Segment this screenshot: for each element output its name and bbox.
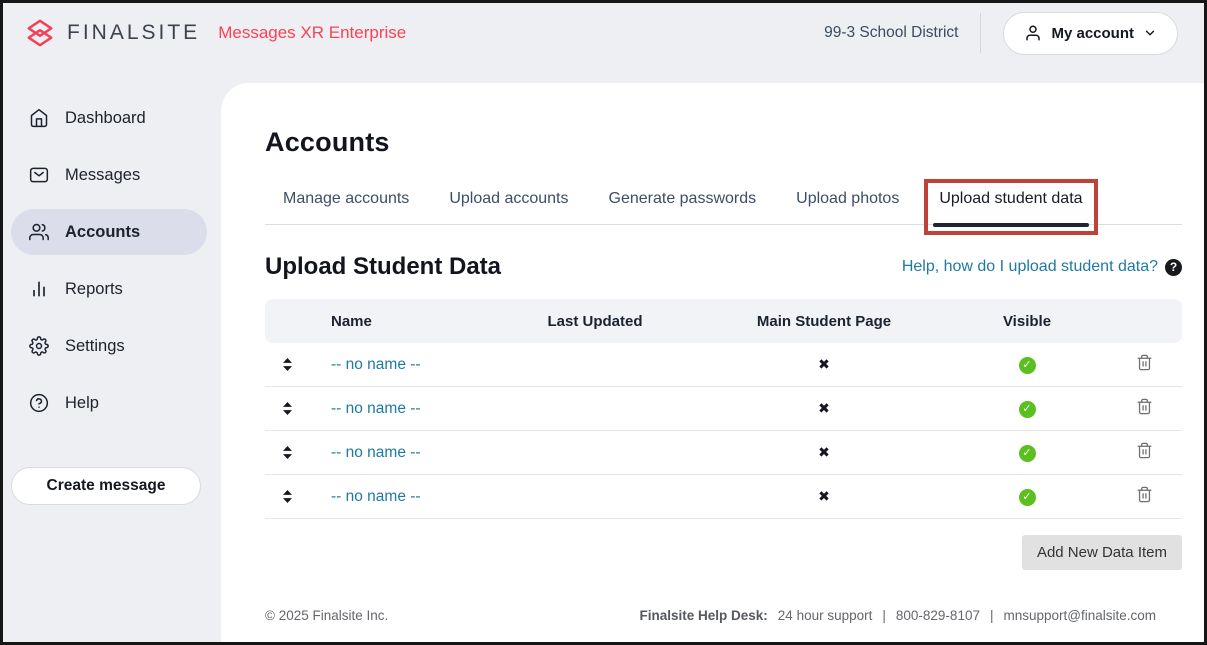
sidebar-item-label: Dashboard xyxy=(65,108,146,127)
question-circle-icon: ? xyxy=(1165,259,1182,276)
footer xyxy=(265,608,1182,623)
sidebar-item-label: Help xyxy=(65,393,99,412)
table-row xyxy=(265,475,1182,519)
reorder-handle-icon[interactable] xyxy=(265,445,309,460)
sidebar-item-label: Settings xyxy=(65,336,125,355)
table-row xyxy=(265,387,1182,431)
brand-name: FINALSITE xyxy=(67,21,201,44)
column-header-visible: Visible xyxy=(1002,312,1052,330)
data-item-name-link[interactable]: -- no name -- xyxy=(331,355,421,373)
sidebar-item-label: Messages xyxy=(65,165,141,184)
delete-row-button[interactable] xyxy=(1136,486,1153,503)
data-item-name-link[interactable]: -- no name -- xyxy=(331,399,421,417)
help-circle-icon xyxy=(29,393,49,413)
copyright-text: © 2025 Finalsite Inc. xyxy=(265,608,389,623)
reorder-handle-icon[interactable] xyxy=(265,357,309,372)
bar-chart-icon xyxy=(29,279,49,299)
tab-upload-photos[interactable]: Upload photos xyxy=(796,190,900,207)
column-header-last-updated: Last Updated xyxy=(547,312,643,330)
accounts-tabs xyxy=(265,190,1182,225)
reorder-handle-icon[interactable] xyxy=(265,489,309,504)
footer-divider: | xyxy=(989,608,994,623)
not-main-page-icon: ✖ xyxy=(818,443,830,460)
main-panel xyxy=(221,83,1204,642)
sidebar-item-dashboard[interactable] xyxy=(11,95,207,141)
help-link-text: Help, how do I upload student data? xyxy=(901,258,1158,275)
table-row xyxy=(265,343,1182,387)
not-main-page-icon: ✖ xyxy=(818,487,830,504)
tab-upload-student-data[interactable] xyxy=(939,190,1082,208)
help-desk-label: Finalsite Help Desk: xyxy=(639,608,768,623)
data-item-name-link[interactable]: -- no name -- xyxy=(331,487,421,505)
tab-upload-accounts[interactable]: Upload accounts xyxy=(449,190,569,207)
sidebar-item-reports[interactable] xyxy=(11,266,207,312)
reorder-handle-icon[interactable] xyxy=(265,401,309,416)
my-account-button[interactable] xyxy=(1003,12,1178,55)
tab-generate-passwords[interactable]: Generate passwords xyxy=(608,190,757,207)
table-header-row xyxy=(265,299,1182,343)
table-row xyxy=(265,431,1182,475)
finalsite-logo-icon xyxy=(25,18,55,48)
student-data-table xyxy=(265,299,1182,519)
column-header-name: Name xyxy=(331,312,372,330)
page-title: Accounts xyxy=(265,127,390,157)
create-message-button[interactable]: Create message xyxy=(11,467,201,505)
data-item-name-link[interactable]: -- no name -- xyxy=(331,443,421,461)
section-title: Upload Student Data xyxy=(265,253,502,280)
product-name: Messages XR Enterprise xyxy=(218,23,407,42)
district-name: 99-3 School District xyxy=(824,24,959,41)
users-icon xyxy=(29,222,49,242)
help-desk-support: 24 hour support xyxy=(777,608,873,623)
help-desk-email: mnsupport@finalsite.com xyxy=(1003,608,1156,623)
sidebar-item-messages[interactable] xyxy=(11,152,207,198)
tab-manage-accounts[interactable]: Manage accounts xyxy=(283,190,410,207)
home-icon xyxy=(29,108,49,128)
column-header-main-student-page: Main Student Page xyxy=(756,312,892,330)
visible-check-icon: ✓ xyxy=(1019,445,1036,462)
chevron-down-icon xyxy=(1143,26,1157,40)
not-main-page-icon: ✖ xyxy=(818,399,830,416)
user-icon xyxy=(1024,24,1042,42)
trash-icon xyxy=(1136,442,1153,459)
footer-divider: | xyxy=(882,608,886,623)
visible-check-icon: ✓ xyxy=(1019,489,1036,506)
add-new-data-item-button[interactable]: Add New Data Item xyxy=(1022,535,1182,570)
delete-row-button[interactable] xyxy=(1136,354,1153,371)
topbar-divider xyxy=(980,13,981,53)
sidebar xyxy=(3,63,221,642)
sidebar-item-label: Reports xyxy=(65,279,123,298)
trash-icon xyxy=(1136,486,1153,503)
trash-icon xyxy=(1136,354,1153,371)
mail-icon xyxy=(29,165,49,185)
sidebar-item-accounts[interactable] xyxy=(11,209,207,255)
not-main-page-icon: ✖ xyxy=(818,355,830,372)
delete-row-button[interactable] xyxy=(1136,398,1153,415)
help-upload-link[interactable] xyxy=(902,258,1182,276)
tab-label: Upload student data xyxy=(939,190,1083,207)
visible-check-icon: ✓ xyxy=(1019,357,1036,374)
my-account-label: My account xyxy=(1051,24,1134,42)
sidebar-item-label: Accounts xyxy=(65,222,141,241)
sidebar-item-settings[interactable] xyxy=(11,323,207,369)
top-bar xyxy=(3,3,1204,63)
visible-check-icon: ✓ xyxy=(1019,401,1036,418)
active-tab-underline xyxy=(933,223,1088,227)
delete-row-button[interactable] xyxy=(1136,442,1153,459)
gear-icon xyxy=(29,336,49,356)
trash-icon xyxy=(1136,398,1153,415)
help-desk-phone: 800-829-8107 xyxy=(895,608,980,623)
sidebar-item-help[interactable] xyxy=(11,380,207,426)
